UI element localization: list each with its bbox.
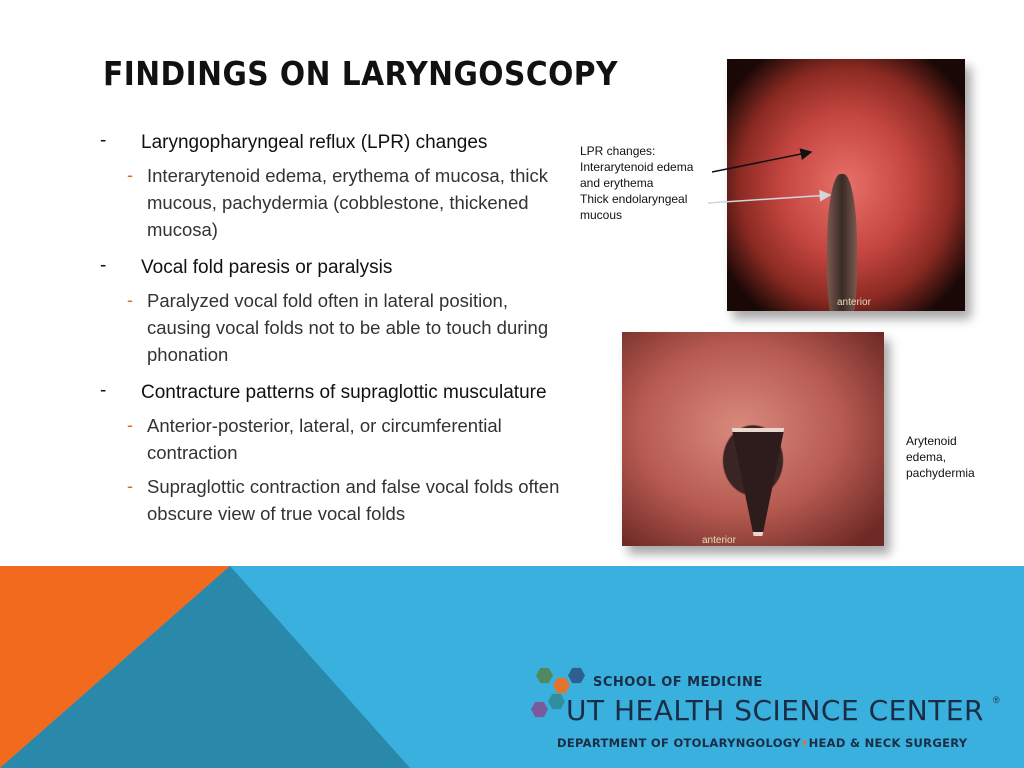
bullet-heading: Laryngopharyngeal reflux (LPR) changes — [141, 132, 488, 153]
sub-bullet-text: Supraglottic contraction and false vocal folds often obscure view of true vocal folds — [147, 476, 560, 524]
department-name: DEPARTMENT OF OTOLARYNGOLOGY — [557, 736, 801, 750]
sub-bullet — [127, 287, 570, 368]
bullet-list — [100, 130, 570, 539]
sub-bullet-dash: - — [127, 415, 133, 435]
sub-bullet-dash: - — [127, 290, 133, 310]
annotation-line: Arytenoid — [906, 434, 957, 448]
laryngoscopy-photo-arytenoid — [622, 332, 884, 546]
annotation-line: and erythema — [580, 176, 654, 190]
registered-mark: ® — [993, 695, 1000, 705]
department-separator: • — [800, 736, 809, 750]
lpr-annotation — [580, 143, 720, 223]
annotation-line: Interarytenoid edema — [580, 160, 694, 174]
sub-bullet-dash: - — [127, 476, 133, 496]
bullet-dash: - — [100, 255, 107, 276]
annotation-line: mucous — [580, 208, 623, 222]
department-surgery: HEAD & NECK SURGERY — [808, 736, 968, 750]
sub-bullet-text: Interarytenoid edema, erythema of mucosa, thick mucous, pachydermia (cobblestone, thickened mucosa) — [147, 165, 549, 240]
annotation-line: Thick endolaryngeal — [580, 192, 688, 206]
annotation-line: pachydermia — [906, 466, 975, 480]
uthsc-name: UT HEALTH SCIENCE CENTER — [566, 694, 984, 727]
logo-hex-blue — [568, 667, 585, 684]
glottis-shape — [714, 428, 802, 536]
bullet-item — [100, 255, 570, 368]
bullet-heading: Vocal fold paresis or paralysis — [141, 257, 393, 278]
annotation-line: LPR changes: — [580, 144, 656, 158]
logo-hex-teal — [548, 693, 565, 710]
school-of-medicine-label: SCHOOL OF MEDICINE — [593, 675, 763, 690]
photo-caption-anterior: anterior — [702, 535, 736, 546]
logo-hex-orange — [553, 677, 570, 694]
sub-bullet — [127, 162, 570, 243]
department-label — [557, 736, 967, 750]
logo-hex-green — [536, 667, 553, 684]
arytenoid-annotation — [906, 433, 1001, 481]
bullet-dash: - — [100, 380, 107, 401]
annotation-line: edema, — [906, 450, 947, 464]
glottis-shape — [827, 174, 857, 311]
photo-caption-anterior: anterior — [837, 297, 871, 308]
uthsc-logo — [530, 665, 1010, 755]
bullet-heading: Contracture patterns of supraglottic musculature — [141, 382, 547, 403]
sub-bullet-dash: - — [127, 165, 133, 185]
sub-bullet — [127, 412, 570, 466]
sub-bullet-text: Paralyzed vocal fold often in lateral position, causing vocal folds not to be able to touch during phonation — [147, 290, 549, 365]
sub-bullet — [127, 473, 570, 527]
logo-hex-purple — [531, 701, 548, 718]
bullet-dash: - — [100, 130, 107, 151]
sub-bullet-text: Anterior-posterior, lateral, or circumferential contraction — [147, 415, 502, 463]
bullet-item — [100, 130, 570, 243]
bullet-item — [100, 380, 570, 527]
laryngoscopy-photo-lpr — [727, 59, 965, 311]
slide-title: FINDINGS ON LARYNGOSCOPY — [103, 54, 618, 93]
